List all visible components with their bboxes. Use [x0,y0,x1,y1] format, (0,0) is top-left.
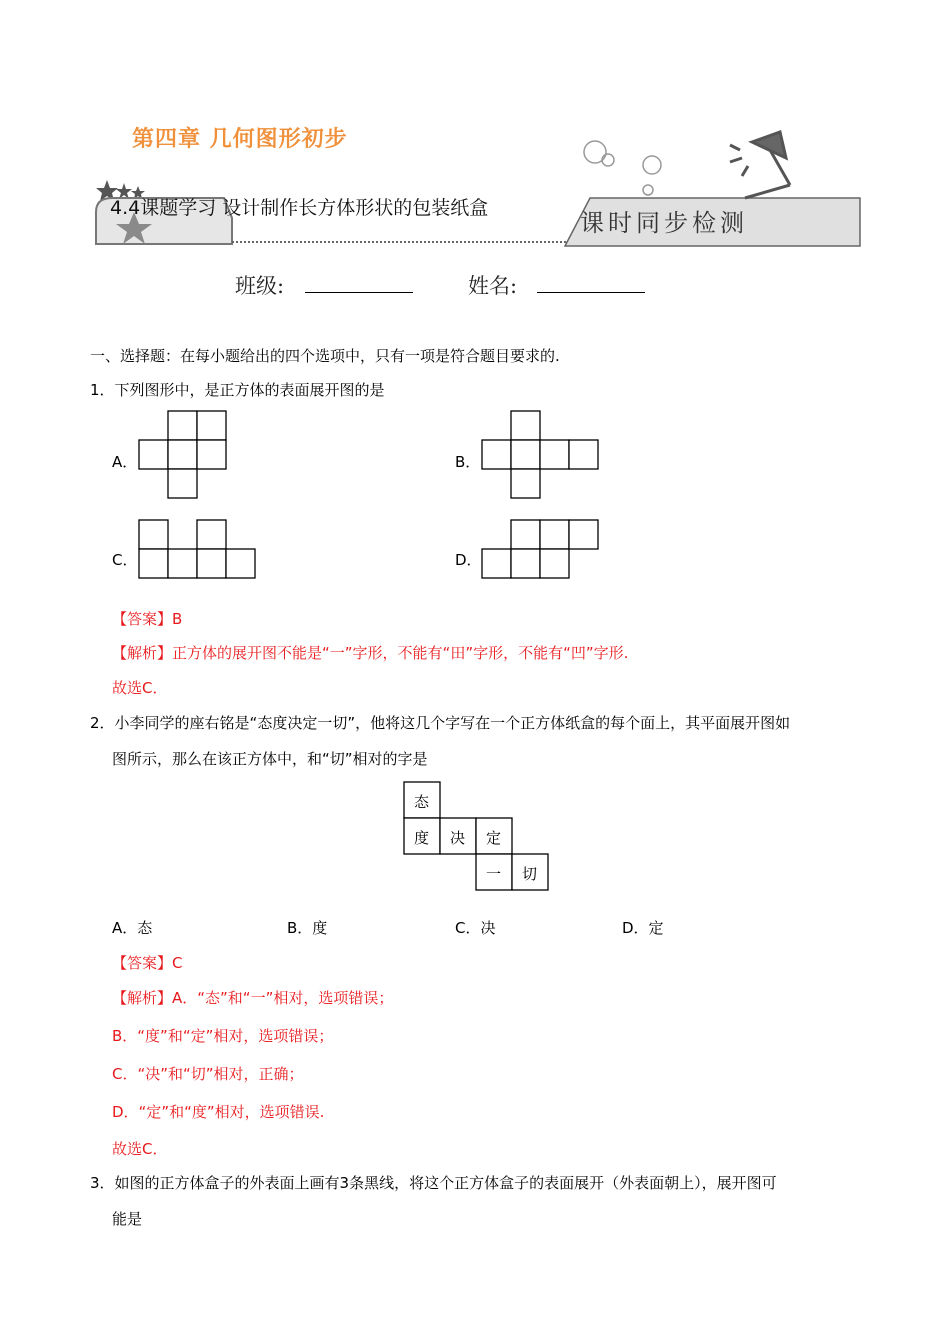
section-heading: 一、选择题：在每小题给出的四个选项中，只有一项是符合题目要求的. [90,347,560,365]
net-char-yi: 一 [486,865,502,883]
q2-analysis-2: B．“度”和“定”相对，选项错误； [112,1027,334,1045]
q1-stem: 1．下列图形中，是正方体的表面展开图的是 [90,381,385,399]
lesson-title: 4.4课题学习 设计制作长方体形状的包装纸盒 [110,197,489,219]
q2-option-c: C．决 [455,919,496,937]
q2-stem-line1: 2．小李同学的座右铭是“态度决定一切”，他将这几个字写在一个正方体纸盒的每个面上，其平面展开图如 [90,714,791,732]
q1-option-d-label: D． [455,551,482,569]
q3-stem-line2: 能是 [112,1210,143,1228]
q1-analysis: 【解析】正方体的展开图不能是“一”字形，不能有“田”字形，不能有“凹”字形. [112,644,629,662]
name-label: 姓名: [468,274,518,298]
q2-answer: 【答案】C [112,954,183,972]
q3-stem-line1: 3．如图的正方体盒子的外表面上画有3条黑线，将这个正方体盒子的表面展开（外表面朝上），展开图可 [90,1174,777,1192]
net-char-tai: 态 [414,793,430,811]
net-char-jue: 决 [450,829,466,847]
net-char-du: 度 [414,829,430,847]
q2-analysis-3: C．“决”和“切”相对，正确； [112,1065,304,1083]
net-char-ding: 定 [486,829,502,847]
q1-answer: 【答案】B [112,610,183,628]
q2-analysis-1: 【解析】A．“态”和“一”相对，选项错误； [112,989,394,1007]
q1-option-c-label: C． [112,551,138,569]
net-char-qie: 切 [522,865,538,883]
q2-conclusion: 故选C． [112,1140,168,1158]
q2-stem-line2: 图所示，那么在该正方体中，和“切”相对的字是 [112,750,428,768]
chapter-title: 第四章 几何图形初步 [132,127,348,152]
banner-label: 课时同步检测 [580,209,748,237]
class-label: 班级: [235,274,285,298]
q2-option-a: A．态 [112,919,153,937]
q1-conclusion: 故选C． [112,679,168,697]
q2-option-b: B．度 [287,919,328,937]
q2-analysis-4: D．“定”和“度”相对，选项错误. [112,1103,325,1121]
q2-option-d: D．定 [622,919,664,937]
q1-option-b-label: B． [455,453,481,471]
q1-option-a-label: A． [112,453,138,471]
